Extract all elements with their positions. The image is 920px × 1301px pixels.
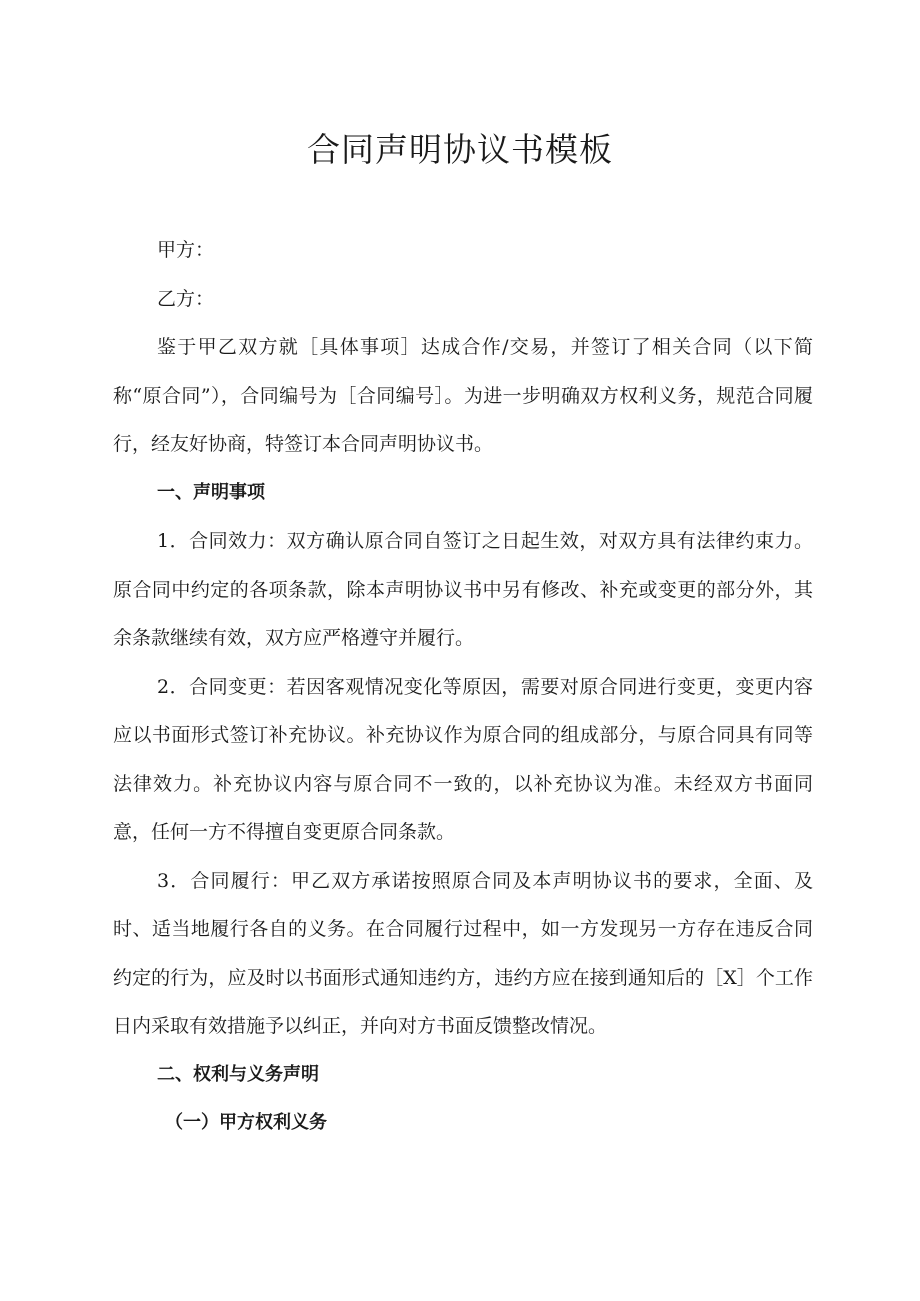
clause-contract-validity: 1．合同效力：双方确认原合同自签订之日起生效，对双方具有法律约束力。原合同中约定的各项条款，除本声明协议书中另有修改、补充或变更的部分外，其余条款继续有效，双方应严格遵守并履行。 (113, 530, 813, 649)
section-heading-rights-obligations: 二、权利与义务声明 (157, 1063, 319, 1085)
party-a-line: 甲方： (157, 239, 215, 261)
clause-contract-amendment: 2．合同变更：若因客观情况变化等原因，需要对原合同进行变更，变更内容应以书面形式签订补充协议。补充协议作为原合同的组成部分，与原合同具有同等法律效力。补充协议内容与原合同不一致的，以补充协议为准。未经双方书面同意，任何一方不得擅自变更原合同条款。 (113, 675, 813, 843)
subsection-heading-party-a: （一）甲方权利义务 (165, 1112, 327, 1133)
party-b-line: 乙方： (157, 287, 215, 310)
document-body (113, 226, 813, 1148)
preamble-paragraph: 鉴于甲乙双方就［具体事项］达成合作/交易，并签订了相关合同（以下简称“原合同”），合同编号为［合同编号］。为进一步明确双方权利义务，规范合同履行，经友好协商，特签订本合同声明协议书。 (113, 336, 813, 455)
section-heading-declarations: 一、声明事项 (157, 481, 265, 503)
clause-contract-performance: 3．合同履行：甲乙双方承诺按照原合同及本声明协议书的要求，全面、及时、适当地履行各自的义务。在合同履行过程中，如一方发现另一方存在违反合同约定的行为，应及时以书面形式通知违约方，违约方应在接到通知后的［X］个工作日内采取有效措施予以纠正，并向对方书面反馈整改情况。 (113, 869, 813, 1037)
document-title: 合同声明协议书模板 (307, 130, 613, 169)
